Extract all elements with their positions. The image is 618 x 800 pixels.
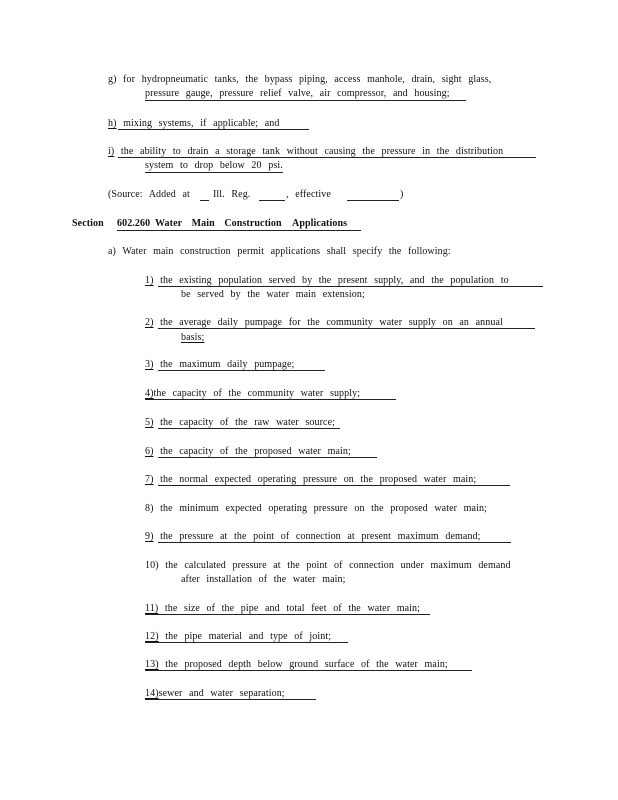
item-g-line1: g) for hydropneumatic tanks, the bypass piping, access manhole, drain, sight glass,: [108, 74, 492, 85]
source-blank-1: [200, 200, 209, 201]
source-blank-3: [347, 200, 399, 201]
list-item-14-text: sewer and water separation;: [158, 688, 285, 699]
list-item-9-underline: [158, 542, 511, 543]
item-h-text: mixing systems, if applicable; and: [123, 118, 280, 129]
item-i-line2: system to drop below 20 psi.: [145, 160, 283, 171]
list-item-11-num: 11): [145, 603, 159, 614]
source-part2: Ill. Reg.: [213, 189, 251, 200]
item-i-underline-2: [145, 172, 283, 173]
item-h-underline: [118, 129, 309, 130]
list-item-2-text: the average daily pumpage for the community water supply on an annual: [160, 317, 503, 328]
source-part4: ): [400, 189, 404, 200]
list-item-6-underline: [158, 457, 377, 458]
item-i-underline-1: [118, 157, 536, 158]
section-number: 602.260: [117, 218, 151, 229]
item-i-label: i): [108, 146, 115, 157]
list-item-7-text: the normal expected operating pressure on the proposed water main;: [160, 474, 477, 485]
list-item-12-num: 12): [145, 631, 159, 642]
list-item-7-num: 7): [145, 474, 154, 485]
list-item-3-text: the maximum daily pumpage;: [160, 359, 295, 370]
list-item-10-text: the calculated pressure at the point of connection under maximum demand: [165, 560, 511, 571]
list-item-6-num: 6): [145, 446, 154, 457]
source-blank-2: [259, 200, 285, 201]
list-item-2-num: 2): [145, 317, 154, 328]
list-item-11-underline: [145, 614, 430, 615]
list-item-11-text: the size of the pipe and total feet of the water main;: [164, 603, 421, 614]
list-item-5-text: the capacity of the raw water source;: [160, 417, 335, 428]
list-item-8: [145, 503, 487, 515]
list-item-7-underline: [158, 485, 510, 486]
list-item-13-underline: [145, 670, 472, 671]
list-item-10: [145, 560, 511, 572]
source-part3: , effective: [286, 189, 331, 200]
list-item-1-num: 1): [145, 275, 154, 286]
item-g-line2: pressure gauge, pressure relief valve, air compressor, and housing;: [145, 88, 450, 99]
list-item-3-underline: [158, 370, 325, 371]
list-item-8-text: the minimum expected operating pressure on the proposed water main;: [160, 503, 487, 514]
list-item-10-cont: after installation of the water main;: [181, 574, 346, 585]
list-item-1-underline: [158, 286, 543, 287]
list-item-6-text: the capacity of the proposed water main;: [160, 446, 351, 457]
list-item-13-num: 13): [145, 659, 159, 670]
list-item-1-cont: be served by the water main extension;: [181, 289, 365, 300]
intro-text: a) Water main construction permit applications shall specify the following:: [108, 246, 451, 257]
list-item-3-num: 3): [145, 359, 154, 370]
section-title: Water Main Construction: [155, 218, 282, 229]
list-item-1-text: the existing population served by the present supply, and the population to: [160, 275, 509, 286]
list-item-9-text: the pressure at the point of connection at present maximum demand;: [160, 531, 481, 542]
list-item-14-num: 14): [145, 688, 159, 699]
item-g-underline: [145, 100, 466, 101]
section-title-2: Applications: [292, 218, 348, 229]
list-item-2-underline: [158, 328, 535, 329]
list-item-9-num: 9): [145, 531, 154, 542]
list-item-5-underline: [158, 428, 340, 429]
section-label: Section: [72, 218, 104, 229]
list-item-10-num: 10): [145, 560, 159, 571]
list-item-14-underline: [145, 699, 316, 700]
section-underline: [117, 230, 361, 231]
list-item-13-text: the proposed depth below ground surface of the water main;: [165, 659, 448, 670]
list-item-2-cont: basis;: [181, 332, 205, 343]
list-item-8-num: 8): [145, 503, 154, 514]
list-item-4-text: the capacity of the community water supply;: [153, 388, 361, 399]
item-i-text: the ability to drain a storage tank without causing the pressure in the distribution: [120, 146, 504, 157]
source-part1: (Source: Added at: [108, 189, 190, 200]
list-item-12-text: the pipe material and type of joint;: [165, 631, 332, 642]
item-h-label: h): [108, 118, 117, 129]
list-item-12-underline: [145, 642, 348, 643]
list-item-4-underline: [145, 399, 396, 400]
list-item-5-num: 5): [145, 417, 154, 428]
list-item-4-num: 4): [145, 388, 154, 399]
